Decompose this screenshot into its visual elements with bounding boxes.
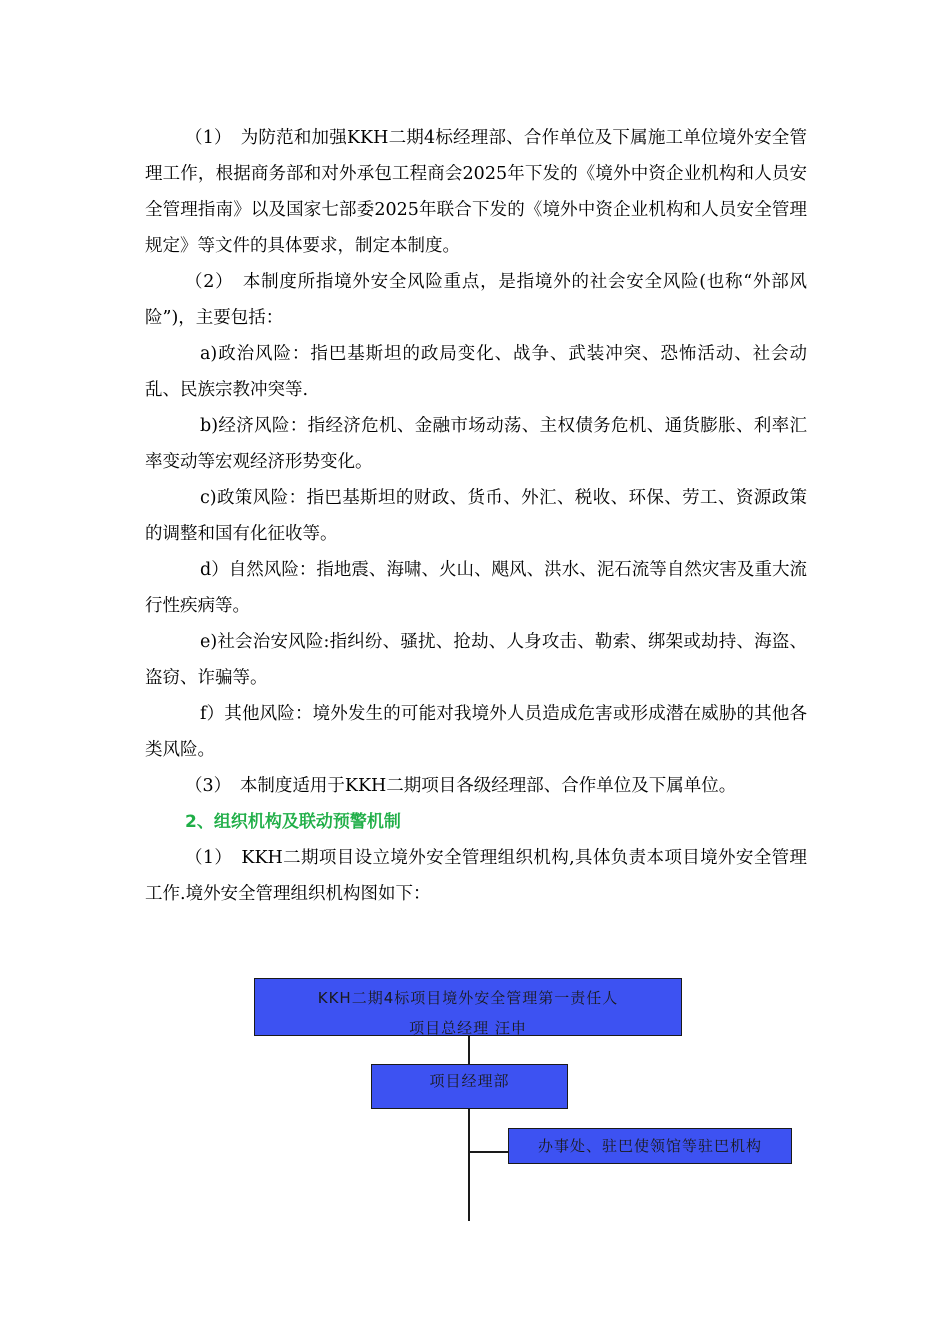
paragraph-economic-risk: b)经济风险：指经济危机、金融市场动荡、主权债务危机、通货膨胀、利率汇率变动等宏观经济形势变化。 [145,416,807,472]
connector-main-trunk [468,1109,470,1221]
org-box-first-responsible-name: 项目总经理 汪申 [409,1019,527,1036]
paragraph-policy-risk: c)政策风险：指巴基斯坦的财政、货币、外汇、税收、环保、劳工、资源政策的调整和国有化征收等。 [145,488,807,544]
org-box-first-responsible [254,978,682,1036]
section-heading: 2、组织机构及联动预警机制 [185,812,401,832]
body-text [145,120,807,912]
paragraph-social-risk: e)社会治安风险:指纠纷、骚扰、抢劫、人身攻击、勒索、绑架或劫持、海盗、盗窃、诈骗等。 [145,632,807,688]
paragraph-purpose: （1） 为防范和加强KKH二期4标经理部、合作单位及下属施工单位境外安全管理工作，根据商务部和对外承包工程商会2025年下发的《境外中资企业机构和人员安全管理指南》以及国家七部委2025年联合下发的《境外中资企业机构和人员安全管理规定》等文件的具体要求，制定本制度。 [145,128,807,256]
org-box-embassy-offices: 办事处、驻巴使领馆等驻巴机构 [508,1128,792,1164]
paragraph-natural-risk: d）自然风险：指地震、海啸、火山、飓风、洪水、泥石流等自然灾害及重大流行性疾病等。 [145,560,807,616]
paragraph-other-risk: f）其他风险：境外发生的可能对我境外人员造成危害或形成潜在威胁的其他各类风险。 [145,704,807,760]
org-box-project-department: 项目经理部 [371,1064,568,1109]
paragraph-applicability: （3） 本制度适用于KKH二期项目各级经理部、合作单位及下属单位。 [185,776,737,796]
paragraph-organization: （1） KKH二期项目设立境外安全管理组织机构,具体负责本项目境外安全管理工作.境外安全管理组织机构图如下： [145,848,807,904]
org-box-first-responsible-title: KKH二期4标项目境外安全管理第一责任人 [317,989,619,1007]
paragraph-risk-scope: （2） 本制度所指境外安全风险重点，是指境外的社会安全风险(也称“外部风险”)，主要包括： [145,272,807,328]
connector-top-to-mid [468,1036,470,1064]
connector-branch-to-side [468,1151,508,1153]
paragraph-political-risk: a)政治风险：指巴基斯坦的政局变化、战争、武装冲突、恐怖活动、社会动乱、民族宗教冲突等. [145,344,807,400]
